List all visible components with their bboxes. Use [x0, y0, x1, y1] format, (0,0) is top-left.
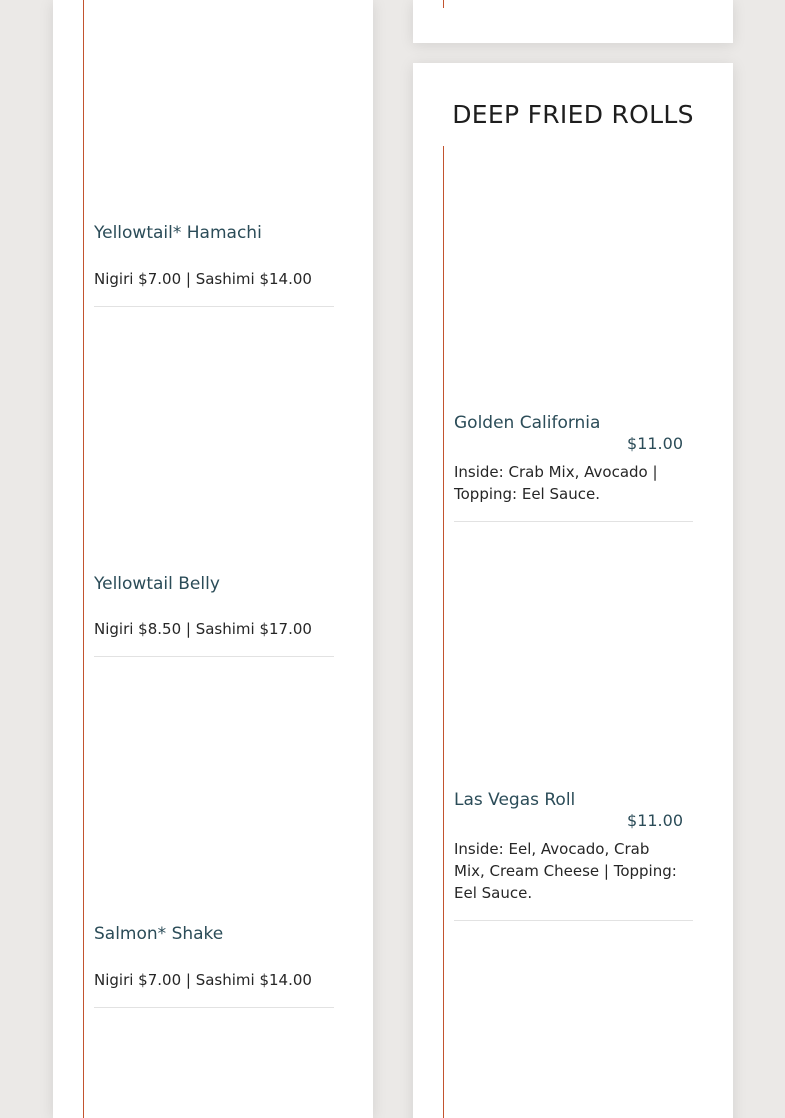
item-name: Yellowtail Belly — [94, 574, 220, 594]
menu-card-deep-fried-rolls — [413, 63, 733, 1118]
item-price: $11.00 — [627, 434, 683, 453]
accent-line — [443, 0, 444, 8]
menu-card-previous-section — [413, 0, 733, 43]
menu-card-sushi — [53, 0, 373, 1118]
section-title: DEEP FRIED ROLLS — [452, 100, 694, 129]
item-separator — [94, 656, 334, 657]
item-name: Salmon* Shake — [94, 924, 224, 944]
accent-line — [443, 146, 444, 1118]
item-description: Nigiri $7.00 | Sashimi $14.00 — [94, 270, 312, 288]
item-name: Yellowtail* Hamachi — [94, 223, 262, 243]
item-price: $11.00 — [627, 811, 683, 830]
item-separator — [454, 521, 693, 522]
item-description: Nigiri $7.00 | Sashimi $14.00 — [94, 971, 312, 989]
item-name: Golden California — [454, 413, 601, 433]
item-description: Inside: Crab Mix, Avocado | Topping: Eel Sauce. — [454, 463, 658, 503]
item-description: Inside: Eel, Avocado, Crab Mix, Cream Cheese | Topping: Eel Sauce. — [454, 840, 677, 902]
accent-line — [83, 0, 84, 1118]
item-separator — [94, 1007, 334, 1008]
item-description: Nigiri $8.50 | Sashimi $17.00 — [94, 620, 312, 638]
item-separator — [454, 920, 693, 921]
item-separator — [94, 306, 334, 307]
item-name: Las Vegas Roll — [454, 790, 576, 810]
